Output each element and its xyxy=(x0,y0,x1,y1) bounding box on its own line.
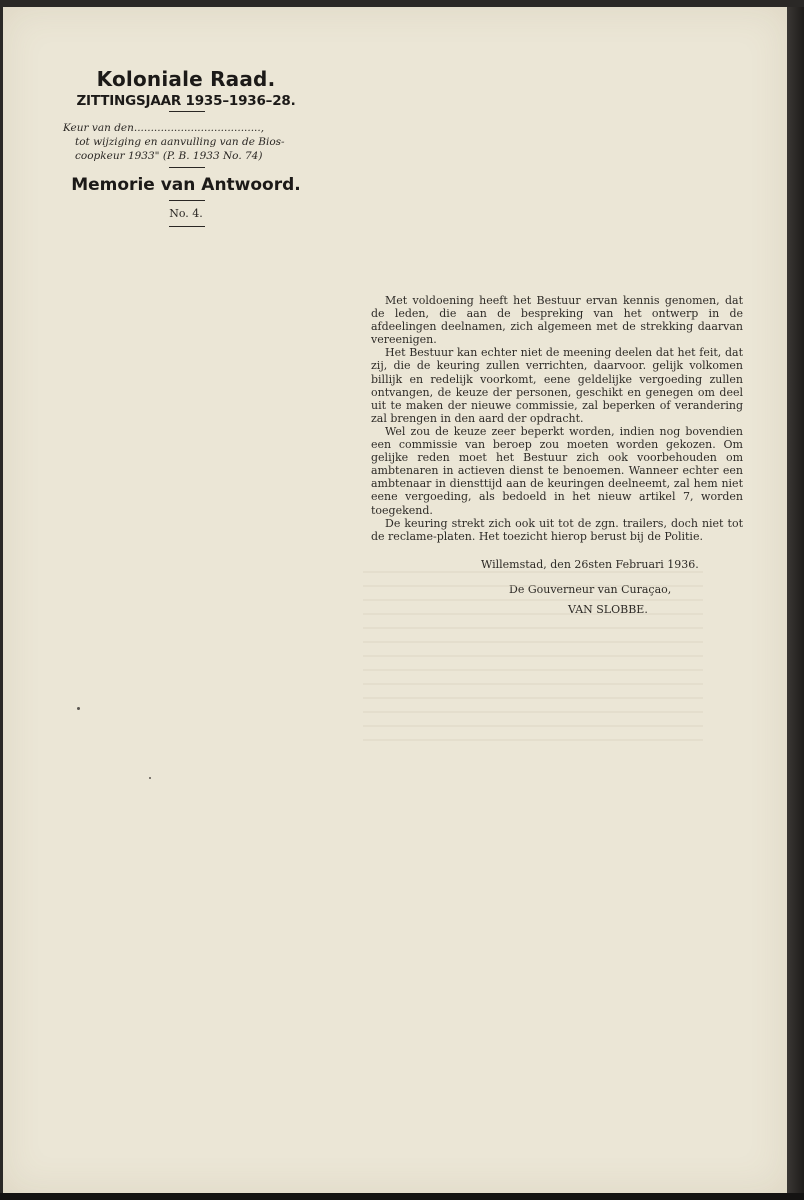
body-paragraph: Het Bestuur kan echter niet de meening deelen dat het feit, dat zij, die de keuring zullen verrichten, daarvoor. gelijk volkomen billijk en redelijk voorkomt, eene geldelijke vergoeding zullen ontvangen, de keuze der personen, geschikt en genegen om deel uit te maken der nieuwe commissie, zal beperken of verandering zal brengen in den aard der opdracht. xyxy=(371,346,743,425)
subject-line: coopkeur 1933" (P. B. 1933 No. 74) xyxy=(75,150,263,162)
body-paragraph: Wel zou de keuze zeer beperkt worden, indien nog bovendien een commissie van beroep zou moeten worden gekozen. Om gelijke reden moet het Bestuur zich ook voorbehouden om ambtenaren in actieven dienst te benoemen. Wanneer echter een ambtenaar in diensttijd aan de keuringen deelneemt, zal hem niet eene vergoeding, als bedoeld in het nieuw artikel 7, worden toegekend. xyxy=(371,424,743,517)
bill-subject xyxy=(63,121,309,163)
body-text xyxy=(371,294,743,543)
page-edge xyxy=(0,1193,804,1200)
bleed-through-area xyxy=(363,562,703,752)
paper-speck xyxy=(77,707,80,710)
body-paragraph: Met voldoening heeft het Bestuur ervan kennis genomen, dat de leden, die aan de bespreking van het ontwerp in de afdeelingen deelnamen, zich algemeen met de strekking daarvan vereenigen. xyxy=(371,294,743,347)
subject-line: tot wijziging en aanvulling van de Bios- xyxy=(75,136,285,148)
divider xyxy=(169,226,205,227)
page-edge xyxy=(787,7,804,1193)
paper-speck xyxy=(149,777,151,779)
signature-role: De Gouverneur van Curaçao, xyxy=(509,583,672,596)
session-year: ZITTINGSJAAR 1935–1936–28. xyxy=(76,93,296,109)
subject-line: Keur van den......................................, xyxy=(63,122,265,134)
divider xyxy=(169,200,205,201)
signature-name: VAN SLOBBE. xyxy=(568,603,648,616)
document-title: Memorie van Antwoord. xyxy=(71,175,301,195)
council-title: Koloniale Raad. xyxy=(96,67,276,91)
signature-place-date: Willemstad, den 26sten Februari 1936. xyxy=(481,558,699,571)
document-page xyxy=(3,7,787,1193)
divider xyxy=(169,111,205,112)
body-paragraph: De keuring strekt zich ook uit tot de zgn. trailers, doch niet tot de reclame-platen. Het toezicht hierop berust bij de Politie. xyxy=(371,516,743,543)
document-number: No. 4. xyxy=(169,207,203,220)
divider xyxy=(169,167,205,168)
